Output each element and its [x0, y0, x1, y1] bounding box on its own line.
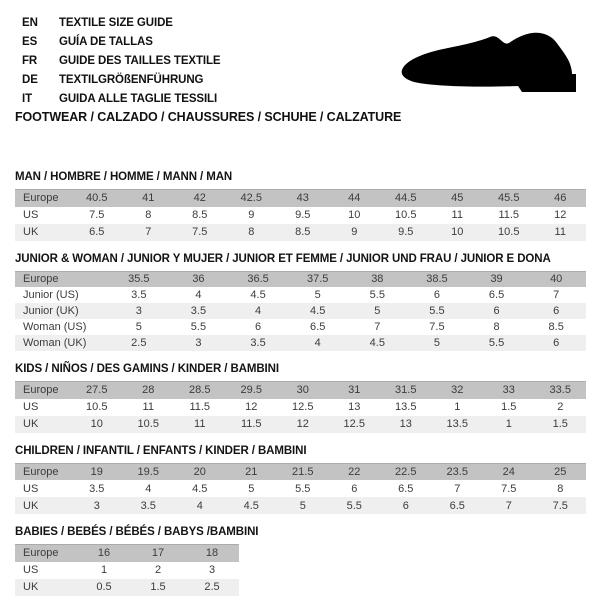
- size-cell: 4: [255, 305, 262, 317]
- size-cell: 4.5: [243, 499, 259, 512]
- size-cell: 2: [154, 564, 162, 576]
- size-table: [15, 189, 586, 241]
- table-row: [15, 480, 586, 497]
- language-label: GUÍA DE TALLAS: [59, 35, 153, 48]
- table-row: [15, 545, 239, 562]
- size-cell: 20: [193, 465, 206, 478]
- row-label: Europe: [23, 465, 59, 478]
- size-cell: 37.5: [306, 273, 329, 286]
- row-label: Europe: [23, 192, 59, 205]
- size-tables: [15, 171, 586, 596]
- table-row: [15, 319, 586, 335]
- size-section: [15, 526, 586, 596]
- size-cell: 13: [399, 418, 412, 430]
- size-cell: 6: [553, 337, 560, 349]
- size-cell: 10: [348, 209, 361, 221]
- size-cell: 31.5: [395, 384, 417, 397]
- size-cell: 3.5: [140, 499, 156, 512]
- size-cell: 13.5: [395, 401, 417, 413]
- table-row: [15, 382, 586, 399]
- size-cell: 6: [351, 482, 358, 495]
- size-table: [15, 381, 586, 433]
- size-cell: 8: [145, 209, 152, 221]
- size-cell: 6: [493, 305, 500, 317]
- size-cell: 9: [248, 209, 255, 221]
- size-cell: 7.5: [192, 226, 208, 238]
- size-section: [15, 171, 586, 241]
- row-label: Europe: [23, 273, 59, 286]
- size-cell: 7.5: [89, 209, 105, 221]
- size-cell: 11: [194, 418, 206, 430]
- size-cell: 3.5: [250, 337, 266, 349]
- size-cell: 11.5: [498, 209, 520, 221]
- language-label: TEXTILGRÖßENFÜHRUNG: [59, 73, 204, 86]
- language-row: [22, 51, 221, 70]
- row-label: Junior (US): [23, 289, 79, 301]
- size-cell: 2.5: [204, 581, 220, 593]
- size-cell: 7: [553, 289, 560, 301]
- size-cell: 5: [374, 305, 381, 317]
- size-cell: 30: [296, 384, 309, 397]
- size-cell: 31: [348, 384, 361, 397]
- size-cell: 2: [557, 401, 564, 413]
- language-row: [22, 32, 221, 51]
- size-section: [15, 363, 586, 433]
- size-cell: 46: [554, 192, 567, 205]
- table-row: [15, 271, 586, 287]
- size-cell: 0.5: [96, 581, 112, 593]
- size-cell: 42.5: [240, 192, 262, 205]
- language-label: TEXTILE SIZE GUIDE: [59, 16, 173, 29]
- size-cell: 25: [554, 465, 567, 478]
- size-cell: 8.5: [192, 209, 208, 221]
- size-cell: 29.5: [240, 384, 262, 397]
- size-table-title: MAN / HOMBRE / HOMME / MANN / MAN: [15, 171, 233, 183]
- size-cell: 5: [248, 482, 255, 495]
- language-code: IT: [22, 92, 33, 105]
- size-table-title: CHILDREN / INFANTIL / ENFANTS / KINDER / BAMBINI: [15, 444, 307, 457]
- size-cell: 1: [100, 564, 108, 576]
- size-cell: 8.5: [548, 321, 564, 333]
- row-label: UK: [23, 418, 39, 430]
- size-cell: 6.5: [488, 289, 505, 301]
- size-cell: 9.5: [295, 209, 311, 221]
- size-cell: 7: [454, 482, 461, 495]
- size-cell: 19.5: [137, 465, 159, 478]
- size-table-title: BABIES / BEBÉS / BÉBÉS / BABYS /BAMBINI: [15, 526, 259, 538]
- size-cell: 7: [145, 226, 152, 238]
- size-cell: 7: [374, 321, 381, 333]
- size-cell: 6: [402, 499, 409, 512]
- size-cell: 11: [451, 209, 463, 221]
- table-row: [15, 497, 586, 514]
- size-table: [15, 544, 239, 596]
- size-cell: 23.5: [446, 465, 468, 478]
- size-cell: 28.5: [189, 384, 211, 397]
- table-row: [15, 399, 586, 416]
- language-row: [22, 89, 221, 108]
- size-section: [15, 253, 586, 352]
- size-cell: 38: [371, 273, 384, 286]
- table-row: [15, 562, 239, 579]
- size-cell: 7.5: [501, 482, 517, 495]
- size-cell: 33.5: [549, 384, 571, 397]
- size-cell: 4: [145, 482, 152, 495]
- size-cell: 7: [505, 499, 512, 512]
- language-list: [22, 13, 221, 108]
- size-cell: 11.5: [240, 418, 262, 430]
- size-cell: 1: [505, 418, 512, 430]
- size-cell: 3.5: [190, 305, 207, 317]
- size-cell: 3.5: [89, 482, 105, 495]
- size-cell: 5.5: [488, 337, 505, 349]
- size-cell: 44: [348, 192, 361, 205]
- size-cell: 11: [554, 226, 566, 238]
- size-cell: 3: [208, 564, 216, 576]
- table-row: [15, 416, 586, 433]
- size-cell: 6.5: [449, 499, 465, 512]
- size-cell: 5.5: [346, 499, 362, 512]
- size-cell: 6.5: [398, 482, 414, 495]
- size-cell: 12: [296, 418, 309, 430]
- size-cell: 9: [351, 226, 358, 238]
- size-cell: 1.5: [150, 581, 166, 593]
- size-cell: 35.5: [128, 273, 150, 286]
- size-cell: 21.5: [292, 465, 314, 478]
- size-cell: 38.5: [426, 273, 448, 286]
- row-label: US: [23, 401, 39, 413]
- row-label: Junior (UK): [23, 305, 79, 317]
- size-cell: 4.5: [250, 289, 266, 301]
- size-cell: 5.5: [369, 289, 385, 301]
- size-cell: 3: [135, 305, 142, 317]
- row-label: Woman (UK): [23, 337, 87, 349]
- size-cell: 33: [502, 384, 515, 397]
- size-cell: 10: [451, 226, 464, 238]
- table-row: [15, 303, 586, 319]
- size-cell: 8: [248, 226, 255, 238]
- size-cell: 24: [502, 465, 515, 478]
- size-cell: 6.5: [310, 321, 326, 333]
- size-cell: 40: [550, 273, 563, 286]
- language-row: [22, 13, 221, 32]
- table-row: [15, 335, 586, 351]
- size-cell: 41: [142, 192, 155, 205]
- size-section: [15, 445, 586, 515]
- size-cell: 21: [245, 465, 258, 478]
- size-cell: 5.5: [190, 321, 207, 333]
- table-row: [15, 190, 586, 207]
- footwear-heading: FOOTWEAR / CALZADO / CHAUSSURES / SCHUHE / CALZATURE: [15, 110, 402, 124]
- language-code: ES: [22, 35, 38, 48]
- size-cell: 9.5: [398, 226, 414, 238]
- size-cell: 28: [142, 384, 155, 397]
- table-row: [15, 463, 586, 480]
- size-cell: 3: [195, 337, 202, 349]
- size-cell: 4: [195, 289, 202, 301]
- size-cell: 27.5: [86, 384, 108, 397]
- shoe-icon: [400, 32, 578, 94]
- size-cell: 5: [299, 499, 306, 512]
- size-cell: 5.5: [295, 482, 311, 495]
- size-cell: 1: [454, 401, 461, 413]
- size-cell: 19: [90, 465, 103, 478]
- row-label: US: [23, 482, 39, 495]
- size-cell: 42: [193, 192, 206, 205]
- table-row: [15, 224, 586, 241]
- size-cell: 1.5: [501, 401, 517, 413]
- language-row: [22, 70, 221, 89]
- size-cell: 8: [493, 321, 500, 333]
- size-cell: 6: [255, 321, 262, 333]
- language-label: GUIDE DES TAILLES TEXTILE: [59, 54, 221, 67]
- size-cell: 4: [314, 337, 321, 349]
- size-cell: 6: [433, 289, 440, 301]
- size-cell: 40.5: [86, 192, 108, 205]
- row-label: Europe: [23, 384, 59, 397]
- size-cell: 4.5: [369, 337, 385, 349]
- language-code: EN: [22, 16, 38, 29]
- size-cell: 18: [205, 547, 219, 560]
- size-cell: 10.5: [86, 401, 108, 413]
- size-cell: 8: [557, 482, 564, 495]
- size-cell: 8.5: [295, 226, 311, 238]
- size-cell: 5.5: [429, 305, 445, 317]
- size-cell: 11.5: [189, 401, 211, 413]
- table-row: [15, 207, 586, 224]
- size-cell: 7.5: [429, 321, 445, 333]
- size-cell: 5: [135, 321, 142, 333]
- language-label: GUIDA ALLE TAGLIE TESSILI: [59, 92, 218, 105]
- size-cell: 13: [348, 401, 361, 413]
- size-cell: 32: [451, 384, 464, 397]
- row-label: US: [23, 564, 39, 576]
- size-cell: 7.5: [552, 499, 568, 512]
- size-cell: 36: [192, 273, 205, 286]
- size-cell: 6: [553, 305, 560, 317]
- size-cell: 2.5: [131, 337, 147, 349]
- size-table-title: JUNIOR & WOMAN / JUNIOR Y MUJER / JUNIOR ET FEMME / JUNIOR UND FRAU / JUNIOR E DONA: [15, 252, 551, 265]
- size-cell: 5: [314, 289, 321, 301]
- size-cell: 6.5: [89, 226, 105, 238]
- row-label: Woman (US): [23, 321, 87, 333]
- size-cell: 13.5: [446, 418, 468, 430]
- size-cell: 44.5: [395, 192, 417, 205]
- row-label: UK: [23, 581, 39, 593]
- size-cell: 22.5: [395, 465, 417, 478]
- size-cell: 22: [348, 465, 361, 478]
- size-cell: 11: [142, 401, 154, 413]
- size-cell: 45: [451, 192, 464, 205]
- row-label: Europe: [23, 547, 59, 560]
- language-code: DE: [22, 73, 38, 86]
- language-code: FR: [22, 54, 38, 67]
- size-cell: 17: [151, 547, 165, 560]
- table-row: [15, 579, 239, 596]
- size-cell: 10.5: [137, 418, 159, 430]
- page-header: [0, 0, 600, 130]
- size-cell: 12: [245, 401, 258, 413]
- size-cell: 36.5: [247, 273, 269, 286]
- size-cell: 10.5: [498, 226, 520, 238]
- size-cell: 45.5: [498, 192, 520, 205]
- size-cell: 3.5: [131, 289, 147, 301]
- table-row: [15, 287, 586, 303]
- size-cell: 4.5: [192, 482, 208, 495]
- size-cell: 1.5: [552, 418, 568, 430]
- row-label: US: [23, 209, 39, 221]
- size-cell: 10: [90, 418, 103, 430]
- row-label: UK: [23, 226, 39, 238]
- size-cell: 43: [296, 192, 309, 205]
- size-cell: 16: [97, 547, 111, 560]
- size-cell: 5: [433, 337, 440, 349]
- size-cell: 12.5: [343, 418, 365, 430]
- size-table: [15, 271, 586, 352]
- size-cell: 39: [490, 273, 503, 286]
- size-table: [15, 463, 586, 515]
- size-cell: 10.5: [395, 209, 417, 221]
- size-cell: 4.5: [310, 305, 326, 317]
- size-cell: 3: [93, 499, 100, 512]
- row-label: UK: [23, 499, 39, 512]
- size-cell: 12.5: [292, 401, 314, 413]
- size-cell: 12: [554, 209, 567, 221]
- size-cell: 4: [196, 499, 203, 512]
- size-table-title: KIDS / NIÑOS / DES GAMINS / KINDER / BAMBINI: [15, 363, 279, 375]
